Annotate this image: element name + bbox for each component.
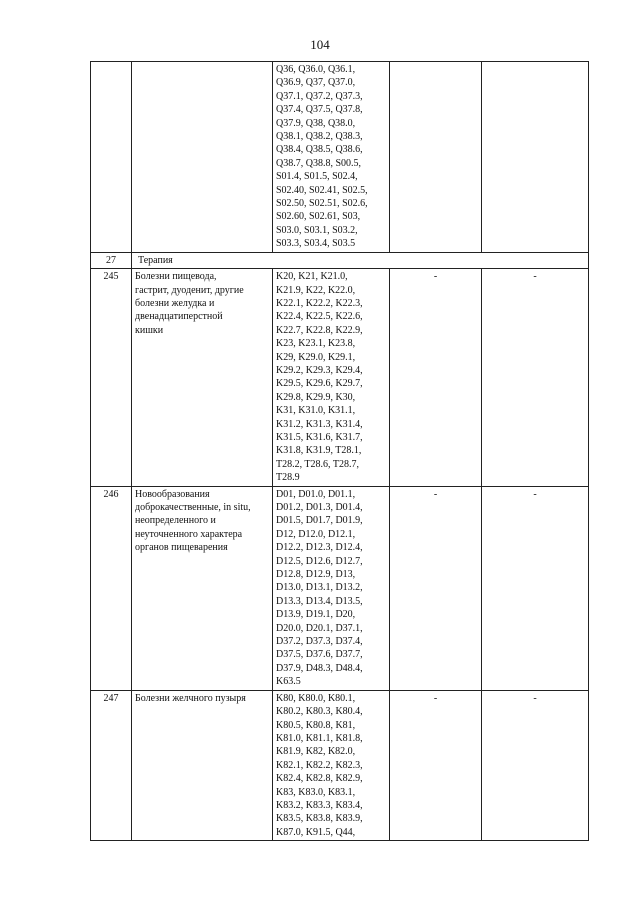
icd-code-line: S01.4, S01.5, S02.4,: [276, 171, 358, 183]
column-a-value: -: [390, 486, 482, 690]
column-b-value: -: [482, 486, 589, 690]
icd-code-line: D01.2, D01.3, D01.4,: [276, 502, 363, 513]
icd-code-line: K22.4, K22.5, K22.6,: [276, 311, 363, 323]
icd-code-line: D20.0, D20.1, D37.1,: [276, 622, 363, 634]
table-row: [91, 486, 589, 690]
icd-code-line: S02.60, S02.61, S03,: [276, 211, 361, 223]
icd-code-line: S03.0, S03.1, S03.2,: [276, 224, 358, 236]
icd-code-line: Q37.4, Q37.5, Q37.8,: [276, 104, 363, 116]
icd-code-line: K22.7, K22.8, K22.9,: [276, 324, 363, 336]
icd-code-line: K29, K29.0, K29.1,: [276, 351, 356, 363]
disease-name-line: органов пищеварения: [135, 542, 228, 554]
icd-code-line: S03.3, S03.4, S03.5: [276, 238, 356, 250]
icd-code-line: K31, K31.0, K31.1,: [276, 405, 356, 417]
icd-code-line: K82.4, K82.8, K82.9,: [276, 773, 363, 785]
table-row: [91, 62, 589, 253]
section-title: Терапия: [132, 252, 589, 268]
icd-code-line: T28.9: [276, 472, 300, 484]
icd-code-line: D01.5, D01.7, D01.9,: [276, 515, 363, 527]
icd-code-line: K83, K83.0, K83.1,: [276, 786, 356, 798]
disease-name-line: болезни желудка и: [135, 297, 215, 309]
icd-code-line: Q38.1, Q38.2, Q38.3,: [276, 131, 363, 143]
icd-codes: [273, 269, 390, 487]
icd-code-line: K80.5, K80.8, K81,: [276, 719, 356, 731]
icd-codes: [273, 62, 390, 253]
icd-code-line: K87.0, K91.5, Q44,: [276, 826, 356, 838]
disease-name-line: доброкачественные, in situ,: [135, 502, 251, 513]
icd-code-line: D12.2, D12.3, D12.4,: [276, 542, 363, 554]
column-a-value: -: [390, 690, 482, 840]
icd-code-line: S02.50, S02.51, S02.6,: [276, 198, 368, 210]
disease-name-line: неуточненного характера: [135, 528, 243, 540]
icd-code-line: D12, D12.0, D12.1,: [276, 528, 356, 540]
icd-code-line: K29.2, K29.3, K29.4,: [276, 364, 363, 376]
row-number: 27: [91, 252, 132, 268]
icd-code-line: D13.9, D19.1, D20,: [276, 609, 356, 621]
column-a-value: -: [390, 269, 482, 487]
icd-code-line: K81.9, K82, K82.0,: [276, 746, 356, 758]
disease-name: [132, 62, 273, 253]
icd-code-line: Q37.9, Q38, Q38.0,: [276, 117, 356, 129]
row-number: [91, 62, 132, 253]
page-number: 104: [310, 37, 330, 52]
icd-code-line: D01, D01.0, D01.1,: [276, 488, 356, 500]
disease-name-line: Новообразования: [135, 488, 210, 500]
disease-name-line: гастрит, дуоденит, другие: [135, 284, 244, 296]
disease-name-line: Болезни пищевода,: [135, 271, 217, 283]
row-number: 246: [91, 486, 132, 690]
icd-code-line: D37.9, D48.3, D48.4,: [276, 662, 363, 674]
row-number: 247: [91, 690, 132, 840]
icd-code-line: K63.5: [276, 676, 301, 688]
icd-code-line: K80.2, K80.3, K80.4,: [276, 706, 363, 718]
icd-code-line: K29.5, K29.6, K29.7,: [276, 378, 363, 390]
table-body: [91, 62, 589, 841]
column-b-value: -: [482, 690, 589, 840]
icd-code-line: D12.5, D12.6, D12.7,: [276, 555, 363, 567]
disease-name-line: Болезни желчного пузыря: [135, 692, 246, 704]
icd-code-line: K81.0, K81.1, K81.8,: [276, 732, 363, 744]
section-row: [91, 252, 589, 268]
icd-code-line: K22.1, K22.2, K22.3,: [276, 297, 363, 309]
disease-name-line: неопределенного и: [135, 515, 216, 527]
icd-code-line: K31.2, K31.3, K31.4,: [276, 418, 363, 430]
icd-code-line: K21.9, K22, K22.0,: [276, 284, 356, 296]
tariff-table: [90, 61, 589, 841]
icd-code-line: Q38.7, Q38.8, S00.5,: [276, 157, 362, 169]
icd-code-line: K82.1, K82.2, K82.3,: [276, 759, 363, 771]
icd-code-line: K31.8, K31.9, T28.1,: [276, 445, 362, 457]
disease-name-line: кишки: [135, 324, 164, 336]
icd-code-line: T28.2, T28.6, T28.7,: [276, 458, 359, 470]
icd-code-line: K20, K21, K21.0,: [276, 271, 348, 283]
disease-name: [132, 486, 273, 690]
table-row: [91, 690, 589, 840]
icd-code-line: S02.40, S02.41, S02.5,: [276, 184, 368, 196]
icd-code-line: K83.5, K83.8, K83.9,: [276, 813, 363, 825]
icd-code-line: D37.2, D37.3, D37.4,: [276, 636, 363, 648]
icd-codes: [273, 486, 390, 690]
column-b-value: [482, 62, 589, 253]
disease-name: [132, 690, 273, 840]
icd-code-line: D13.0, D13.1, D13.2,: [276, 582, 363, 594]
icd-code-line: D12.8, D12.9, D13,: [276, 569, 356, 581]
column-a-value: [390, 62, 482, 253]
icd-code-line: K80, K80.0, K80.1,: [276, 692, 356, 704]
icd-code-line: Q36.9, Q37, Q37.0,: [276, 77, 356, 89]
icd-code-line: D37.5, D37.6, D37.7,: [276, 649, 363, 661]
icd-code-line: K29.8, K29.9, K30,: [276, 391, 356, 403]
table-row: [91, 269, 589, 487]
row-number: 245: [91, 269, 132, 487]
icd-code-line: K31.5, K31.6, K31.7,: [276, 431, 363, 443]
disease-name-line: двенадцатиперстной: [135, 311, 223, 323]
disease-name: [132, 269, 273, 487]
icd-code-line: K83.2, K83.3, K83.4,: [276, 799, 363, 811]
icd-codes: [273, 690, 390, 840]
icd-code-line: D13.3, D13.4, D13.5,: [276, 595, 363, 607]
icd-code-line: K23, K23.1, K23.8,: [276, 338, 356, 350]
icd-code-line: Q37.1, Q37.2, Q37.3,: [276, 90, 363, 102]
icd-code-line: Q38.4, Q38.5, Q38.6,: [276, 144, 363, 156]
column-b-value: -: [482, 269, 589, 487]
icd-code-line: Q36, Q36.0, Q36.1,: [276, 64, 356, 75]
